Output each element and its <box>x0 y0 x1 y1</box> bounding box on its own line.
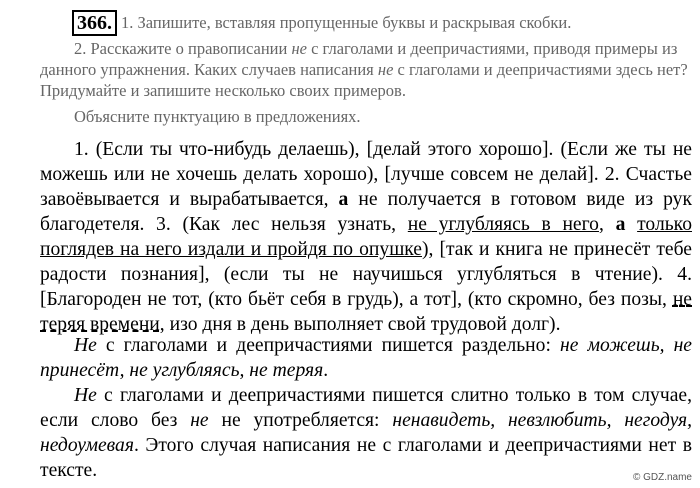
adverbial-phrase-3: не теряя времени <box>40 289 692 335</box>
task-2-ne-2: не <box>377 60 394 79</box>
task-2 <box>40 38 690 101</box>
rule-1-text: с глаголами и деепричастиями пишется раздельно: <box>96 335 560 356</box>
watermark: © GDZ.name <box>632 472 692 483</box>
task-3: Объясните пунктуацию в предложениях. <box>74 107 361 126</box>
rule-2-text-a: с глаголами и деепричастиями пишется слитно только в том случае, если слово без <box>40 385 692 431</box>
rule-2-ne: Не <box>74 385 97 406</box>
rule-2-text-c: . Этого случая написания не с глаголами и деепричастиями нет в тексте. <box>40 435 692 481</box>
rule-together <box>40 383 692 483</box>
task-2-part-c: с глаголами и деепричастиями здесь нет? Придумайте и запишите несколько своих примеров. <box>40 60 688 100</box>
conjunction-a-2: а <box>615 214 626 235</box>
text-segment-4: , изо дня в день выполняет свой трудовой долг). <box>159 314 561 335</box>
rule-2-ne-2: не <box>190 410 209 431</box>
task-1-line <box>72 10 571 36</box>
adverbial-phrase-2: только поглядев на него издали и пройдя по опушке <box>40 214 692 260</box>
exercise-text <box>40 137 692 337</box>
rule-1-ne: Не <box>74 335 97 356</box>
text-segment-2: не получается в готовом виде из рук благодетеля. 3. (Как лес нельзя узнать, <box>40 189 692 235</box>
rule-1-examples: не можешь, не принесёт, не углубляясь, не теряя <box>40 335 692 381</box>
task-2-ne-1: не <box>291 39 307 58</box>
task-2-part-b: с глаголами и деепричастиями, приводя примеры из данного упражнения. Каких случаев написания <box>40 39 678 79</box>
comma: , <box>598 214 604 235</box>
rule-separate <box>40 333 692 383</box>
exercise-number: 366. <box>72 10 117 36</box>
rule-2-text-b: не употребляется: <box>208 410 393 431</box>
text-segment-3: ), [так и книга не принесёт тебе радости познания], (если ты не научишься углубляться в чтение). 4. [Благороден не тот, (кто бьёт себя в грудь), а тот], (кто скромно, без позы, <box>40 239 693 310</box>
conjunction-a-1: а <box>338 189 349 210</box>
adverbial-phrase-1: не углубляясь в него <box>407 214 599 235</box>
rule-1-end: . <box>323 360 329 381</box>
text-segment-1: 1. (Если ты что-нибудь делаешь), [делай этого хорошо]. (Если же ты не можешь или не хочешь делать хорошо), [лучше совсем не делай]. 2. Счастье завоёвывается и вырабатывается, <box>40 139 692 210</box>
rule-2-examples: ненавидеть, невзлюбить, негодуя, недоумевая <box>40 410 692 456</box>
task-1: 1. Запишите, вставляя пропущенные буквы и раскрывая скобки. <box>121 13 572 32</box>
task-2-part-a: 2. Расскажите о правописании <box>74 39 292 58</box>
